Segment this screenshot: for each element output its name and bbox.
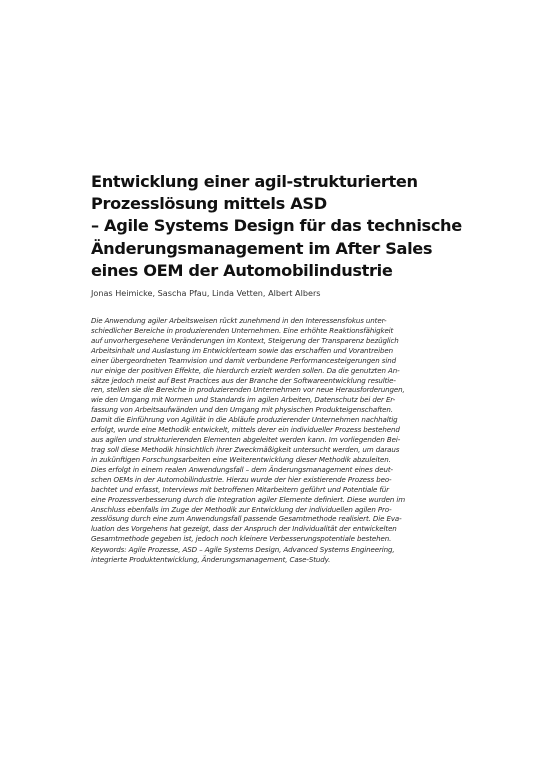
abstract-line: Dies erfolgt in einem realen Anwendungsfall – dem Änderungsmanagement eines deut- <box>91 464 393 474</box>
abstract-line: einer übergeordneten Teamvision und damit verbundene Performancesteigerungen sind <box>91 355 396 365</box>
title-line: – Agile Systems Design für das technische <box>91 216 462 236</box>
abstract-line: Arbeitsinhalt und Auslastung im Entwicklerteam sowie das erschaffen und Vorantreiben <box>91 345 393 355</box>
title-line: Prozesslösung mittels ASD <box>91 194 327 214</box>
author-list: Jonas Heimicke, Sascha Pfau, Linda Vetten, Albert Albers <box>91 288 321 299</box>
title-line: Änderungsmanagement im After Sales <box>91 238 433 258</box>
title-line: eines OEM der Automobilindustrie <box>91 260 393 280</box>
title-line: Entwicklung einer agil-strukturierten <box>91 172 418 191</box>
abstract-line: zesslösung durch eine zum Anwendungsfall passende Gesamtmethode realisiert. Die Eva- <box>91 514 402 524</box>
abstract-line: sätze jedoch meist auf Best Practices aus der Branche der Softwareentwicklung resultie- <box>91 375 396 385</box>
paper-title <box>91 171 462 282</box>
abstract-line: nur einige der positiven Effekte, die hierdurch erzielt werden sollen. Da die genutzten An- <box>91 365 400 375</box>
abstract-line: auf unvorhergesehene Veränderungen im Kontext, Steigerung der Transparenz bezüglich <box>91 335 399 345</box>
abstract-line: erfolgt, wurde eine Methodik entwickelt, mittels derer ein individueller Prozess bestehend <box>91 425 400 435</box>
keywords-line: Keywords: Agile Prozesse, ASD – Agile Systems Design, Advanced Systems Engineering, <box>91 545 395 555</box>
abstract-line: ren, stellen sie die Bereiche in produzierenden Unternehmen vor neue Herausforderungen, <box>91 385 405 395</box>
abstract-line: schiedlicher Bereiche in produzierenden Unternehmen. Eine erhöhte Reaktionsfähigkeit <box>91 325 394 335</box>
abstract-line: in zukünftigen Forschungsarbeiten eine Weiterentwicklung dieser Methodik abzuleiten. <box>91 454 391 464</box>
abstract-line: bachtet und erfasst, Interviews mit betroffenen Mitarbeitern geführt und Potentiale für <box>91 484 389 494</box>
abstract-line: Gesamtmethode gegeben ist, jedoch noch kleinere Verbesserungspotentiale bestehen. <box>91 534 392 544</box>
abstract <box>91 316 453 544</box>
abstract-line: aus agilen und strukturierenden Elementen abgeleitet werden kann. Im vorliegenden Bei- <box>91 435 401 445</box>
abstract-line: wie den Umgang mit Normen und Standards im agilen Arbeiten, Datenschutz bei der Er- <box>91 395 396 405</box>
keywords-line: integrierte Produktentwicklung, Änderungsmanagement, Case-Study. <box>91 555 331 565</box>
abstract-line: trag soll diese Methodik hinsichtlich ihrer Zweckmäßigkeit untersucht werden, um daraus <box>91 445 400 454</box>
keywords <box>91 545 453 565</box>
abstract-line: luation des Vorgehens hat gezeigt, dass der Anspruch der Individualität der entwickelten <box>91 524 397 534</box>
abstract-line: eine Prozessverbesserung durch die Integration agiler Elemente definiert. Diese wurden im <box>91 494 406 504</box>
abstract-line: Die Anwendung agiler Arbeitsweisen rückt zunehmend in den Interessensfokus unter- <box>91 316 387 326</box>
abstract-line: Anschluss ebenfalls im Zuge der Methodik zur Entwicklung der individuellen agilen Pro- <box>91 504 392 514</box>
abstract-line: fassung von Arbeitsaufwänden und den Umgang mit physischen Produkteigenschaften. <box>91 405 393 415</box>
abstract-line: Damit die Einführung von Agilität in die Abläufe produzierender Unternehmen nachhaltig <box>91 415 398 425</box>
abstract-line: schen OEMs in der Automobilindustrie. Hierzu wurde der hier existierende Prozess beo- <box>91 474 392 484</box>
paper-page <box>91 171 462 565</box>
